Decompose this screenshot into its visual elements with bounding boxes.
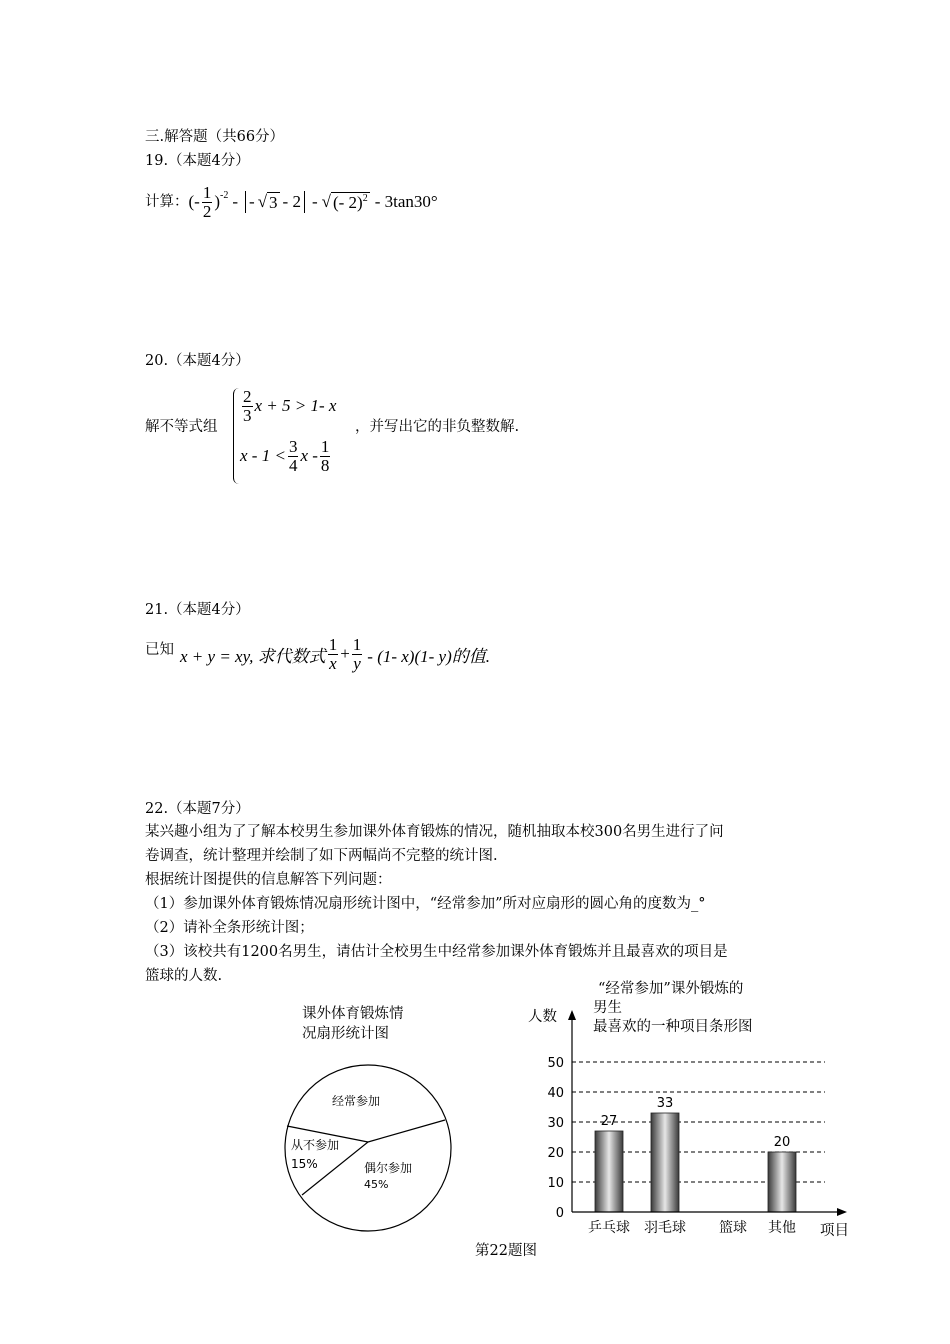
bar-0 (595, 1131, 623, 1212)
q22-line: 篮球的人数. (145, 968, 223, 984)
section-title: 三.解答题（共66分） (145, 129, 285, 145)
pie-divider-2 (368, 1120, 445, 1142)
bar-xlabel: 项目 (820, 1223, 849, 1239)
q19-tail: - 3tan30° (374, 192, 438, 211)
bar-ytick-label: 50 (547, 1056, 564, 1071)
pie-slice-label: 偶尔参加 (364, 1161, 413, 1175)
q22-line: 根据统计图提供的信息解答下列问题： (145, 872, 392, 888)
bar-ylabel: 人数 (528, 1009, 557, 1025)
q19-open: (- (188, 192, 200, 211)
bar-value-label: 33 (656, 1096, 674, 1111)
q19-prompt: 计算： (145, 194, 189, 210)
q19-frac-half: $\frac{1}{2}$ (202, 182, 212, 221)
pie-slice-label: 从不参加 (291, 1138, 340, 1152)
bar-title-line3: 最喜欢的一种项目条形图 (593, 1019, 753, 1035)
q19-exponent: -2 (220, 189, 229, 201)
q22-line: 卷调查，统计整理并绘制了如下两幅尚不完整的统计图. (145, 848, 498, 864)
bar-title-line2: 男生 (593, 1000, 622, 1016)
bar-chart (530, 1010, 860, 1246)
bar-1 (651, 1113, 679, 1212)
bar-category-label: 其他 (768, 1220, 796, 1236)
q22-line: 某兴趣小组为了了解本校男生参加课外体育锻炼的情况，随机抽取本校300名男生进行了问 (145, 824, 724, 840)
bar-ytick-label: 30 (547, 1116, 564, 1131)
figure-caption: 第22题图 (475, 1243, 537, 1259)
bar-3 (768, 1152, 796, 1212)
bar-ytick-label: 0 (555, 1206, 564, 1221)
pie-title-line1: 课外体育锻炼情 (302, 1006, 404, 1022)
pie-title-line2: 况扇形统计图 (302, 1026, 389, 1042)
pie-slice-label: 经常参加 (332, 1094, 381, 1108)
q20-line1: $\frac{2}{3}$ x + 5 > 1- x (243, 387, 337, 425)
bar-ytick-label: 10 (547, 1176, 564, 1191)
q19-abs-a: - (249, 192, 255, 211)
q21-formula: x + y = xy, 求代数式 $\frac{1}{x}$ + $\frac{1}{y}$ - (1- x)(1- y)的值. (180, 635, 490, 673)
q22-line: （3）该校共有1200名男生，请估计全校男生中经常参加课外体育锻炼并且最喜欢的项目是 (145, 944, 728, 960)
q19-sqrt3: 3 (269, 192, 278, 212)
bar-ytick-label: 20 (547, 1146, 564, 1161)
q22-line: （1）参加课外体育锻炼情况扇形统计图中，“经常参加”所对应扇形的圆心角的度数为_° (145, 896, 706, 912)
q19-sqrt2: (- 2)$^2$ (332, 192, 368, 212)
bar-category-label: 乒乓球 (588, 1220, 630, 1236)
q19-header: 19.（本题4分） (145, 153, 250, 169)
pie-chart (280, 1060, 460, 1240)
q19-minus2: - (311, 192, 318, 211)
bar-ytick-label: 40 (547, 1086, 564, 1101)
pie-slice-percent: 15% (291, 1157, 318, 1171)
q19-formula: 计算： (- $\frac{1}{2}$ ) -2 - - √ 3 - 2 - √ (- 2)$^2$ - 3tan30° (145, 182, 438, 221)
bar-value-label: 20 (773, 1135, 791, 1150)
q20-header: 20.（本题4分） (145, 353, 250, 369)
q22-header: 22.（本题7分） (145, 801, 250, 817)
q19-abs-b: - 2 (282, 192, 301, 211)
pie-slice-percent: 45% (364, 1178, 389, 1191)
q19-close: ) (214, 192, 220, 211)
bar-x-axis-arrow (837, 1208, 847, 1216)
q21-prompt: 已知 (145, 642, 174, 658)
q19-minus1: - (232, 192, 239, 211)
bar-category-label: 篮球 (719, 1220, 747, 1236)
bar-category-label: 羽毛球 (644, 1220, 686, 1236)
bar-title-line1: “经常参加”课外锻炼的 (598, 981, 744, 997)
q22-line: （2）请补全条形统计图； (145, 920, 314, 936)
q21-header: 21.（本题4分） (145, 602, 250, 618)
q20-line2: x - 1 < $\frac{3}{4}$ x - $\frac{1}{8}$ (240, 437, 330, 475)
q20-prompt: 解不等式组 (145, 419, 218, 435)
bar-value-label: 27 (600, 1114, 618, 1129)
q20-suffix: ，并写出它的非负整数解. (355, 419, 520, 435)
bar-y-axis-arrow (568, 1010, 576, 1020)
q22-body (145, 820, 810, 988)
